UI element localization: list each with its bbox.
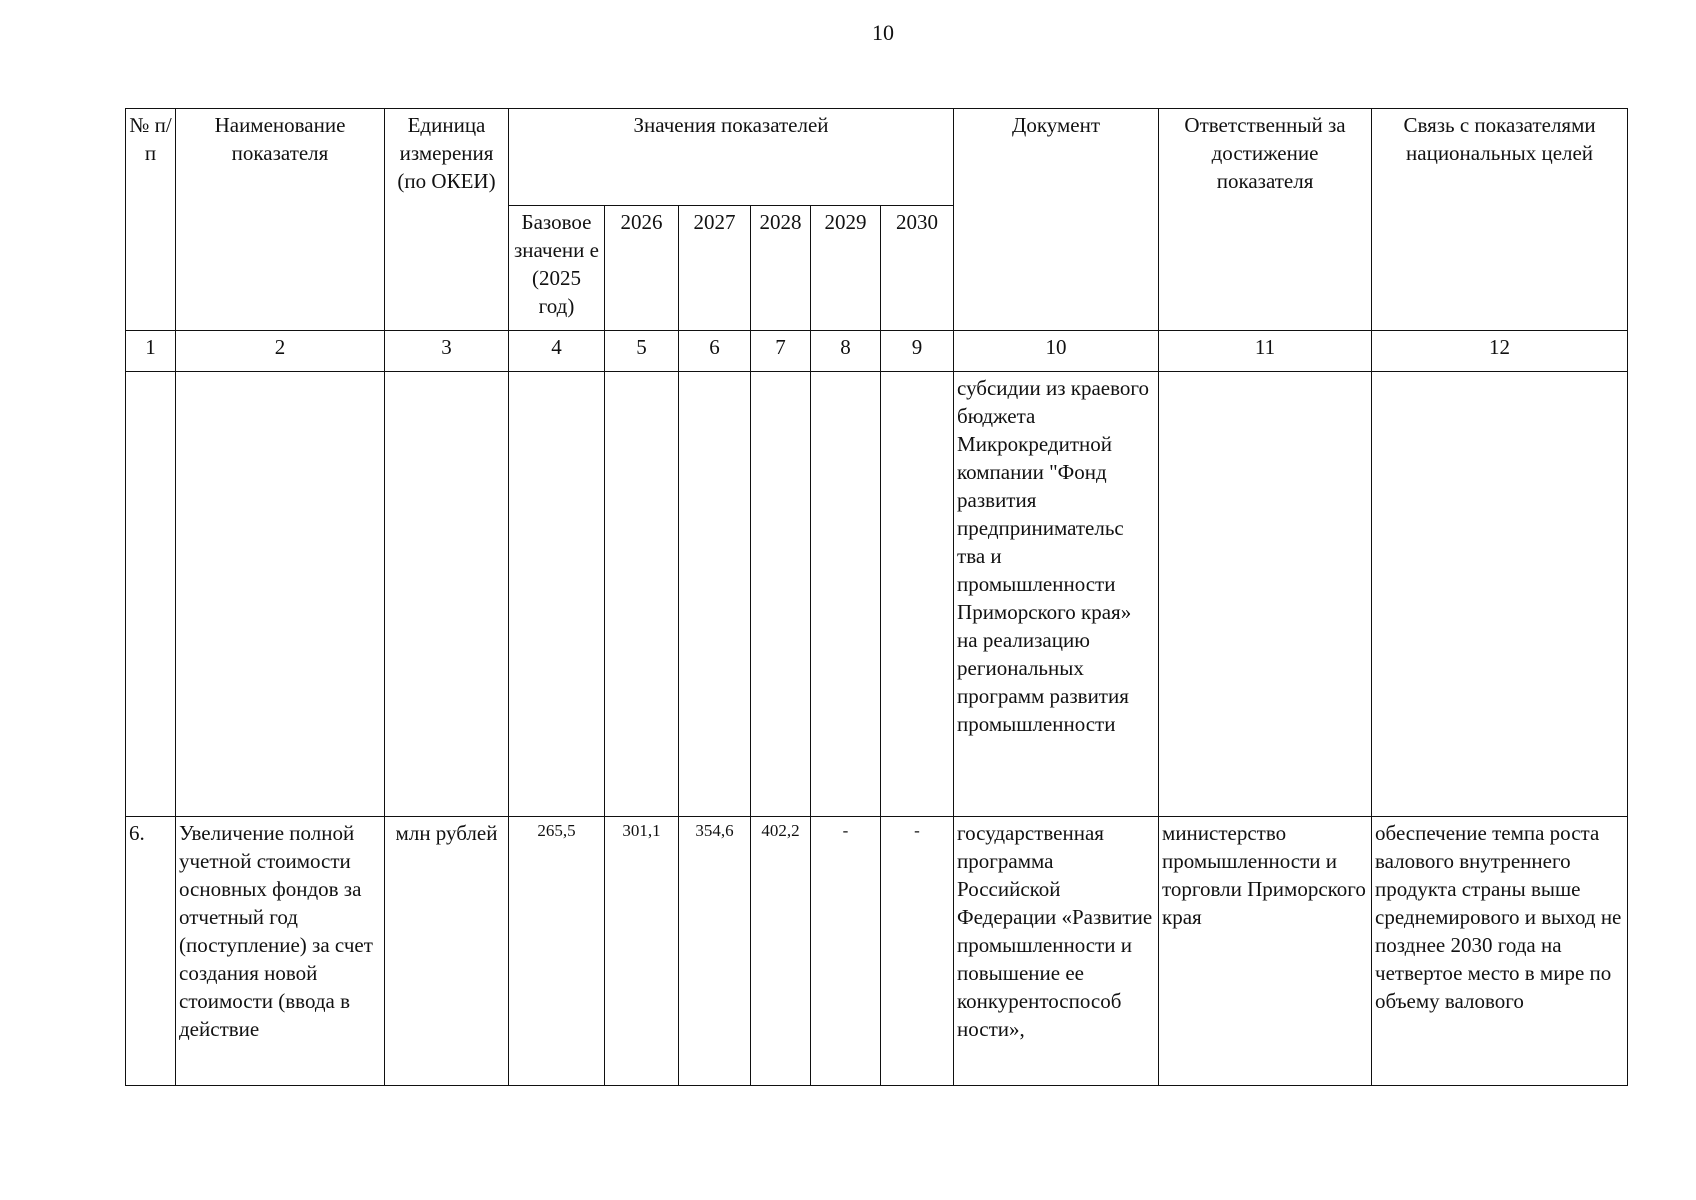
empty-cell xyxy=(1372,372,1628,817)
empty-cell xyxy=(679,372,751,817)
continuation-document: субсидии из краевого бюджета Микрокредитной компании "Фонд развития предпринимательс тва и промышленности Приморского края» на реализацию региональных программ развития промышленности xyxy=(954,372,1159,817)
column-numbers-row xyxy=(126,331,1628,372)
header-document: Документ xyxy=(954,109,1159,331)
header-num: № п/п xyxy=(126,109,176,331)
column-number: 2 xyxy=(176,331,385,372)
empty-cell xyxy=(751,372,811,817)
value-2030: - xyxy=(881,817,954,1086)
empty-cell xyxy=(811,372,881,817)
value-base: 265,5 xyxy=(509,817,605,1086)
empty-cell xyxy=(605,372,679,817)
column-number: 3 xyxy=(385,331,509,372)
column-number: 6 xyxy=(679,331,751,372)
column-number: 12 xyxy=(1372,331,1628,372)
column-number: 5 xyxy=(605,331,679,372)
page-number: 10 xyxy=(872,20,894,45)
column-number: 1 xyxy=(126,331,176,372)
header-base: Базовое значени е (2025 год) xyxy=(509,206,605,331)
row-number: 6. xyxy=(126,817,176,1086)
header-2028: 2028 xyxy=(751,206,811,331)
column-number: 10 xyxy=(954,331,1159,372)
indicator-name: Увеличение полной учетной стоимости основных фондов за отчетный год (поступление) за счет создания новой стоимости (ввода в действие xyxy=(176,817,385,1086)
column-number: 4 xyxy=(509,331,605,372)
header-responsible: Ответственный за достижение показателя xyxy=(1159,109,1372,331)
value-2028: 402,2 xyxy=(751,817,811,1086)
indicators-table xyxy=(125,108,1628,1086)
header-name: Наименование показателя xyxy=(176,109,385,331)
empty-cell xyxy=(385,372,509,817)
header-row xyxy=(126,109,1628,206)
header-2029: 2029 xyxy=(811,206,881,331)
indicator-national-goal-link: обеспечение темпа роста валового внутреннего продукта страны выше среднемирового и выход не позднее 2030 года на четвертое место в мире по объему валового xyxy=(1372,817,1628,1086)
header-link: Связь с показателями национальных целей xyxy=(1372,109,1628,331)
header-2030: 2030 xyxy=(881,206,954,331)
empty-cell xyxy=(509,372,605,817)
column-number: 7 xyxy=(751,331,811,372)
header-unit: Единица измерения (по ОКЕИ) xyxy=(385,109,509,331)
header-values-group: Значения показателей xyxy=(509,109,954,206)
table-row xyxy=(126,817,1628,1086)
empty-cell xyxy=(881,372,954,817)
indicator-document: государственная программа Российской Федерации «Развитие промышленности и повышение ее конкурентоспособ ности», xyxy=(954,817,1159,1086)
indicator-responsible: министерство промышленности и торговли Приморского края xyxy=(1159,817,1372,1086)
empty-cell xyxy=(126,372,176,817)
empty-cell xyxy=(176,372,385,817)
column-number: 8 xyxy=(811,331,881,372)
indicator-unit: млн рублей xyxy=(385,817,509,1086)
column-number: 11 xyxy=(1159,331,1372,372)
empty-cell xyxy=(1159,372,1372,817)
column-number: 9 xyxy=(881,331,954,372)
header-2026: 2026 xyxy=(605,206,679,331)
value-2029: - xyxy=(811,817,881,1086)
value-2026: 301,1 xyxy=(605,817,679,1086)
value-2027: 354,6 xyxy=(679,817,751,1086)
continuation-row xyxy=(126,372,1628,817)
header-2027: 2027 xyxy=(679,206,751,331)
